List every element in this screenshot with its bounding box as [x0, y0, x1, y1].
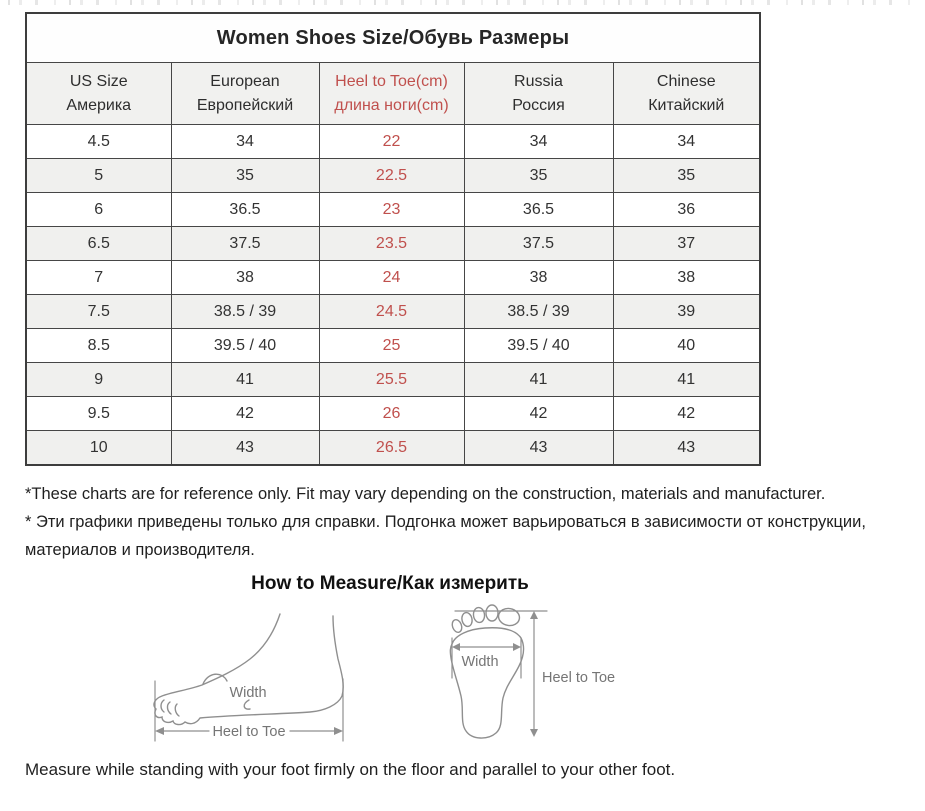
- table-row: [26, 431, 760, 466]
- table-cell: 4.5: [26, 125, 171, 159]
- table-title: Women Shoes Size/Обувь Размеры: [26, 13, 760, 63]
- table-cell: 41: [464, 363, 613, 397]
- table-cell: 10: [26, 431, 171, 466]
- table-cell: 25.5: [319, 363, 464, 397]
- table-cell: 36.5: [464, 193, 613, 227]
- table-cell: 9.5: [26, 397, 171, 431]
- table-cell: 42: [171, 397, 319, 431]
- table-cell: 35: [464, 159, 613, 193]
- table-cell: 39.5 / 40: [464, 329, 613, 363]
- table-cell: 6: [26, 193, 171, 227]
- table-cell: 38: [171, 261, 319, 295]
- table-cell: 36.5: [171, 193, 319, 227]
- cropped-text-remnant: [8, 0, 921, 5]
- arrowhead: [530, 611, 538, 619]
- table-cell: 35: [613, 159, 760, 193]
- sole-width-label: Width: [461, 654, 499, 670]
- table-cell: 36: [613, 193, 760, 227]
- table-cell: 6.5: [26, 227, 171, 261]
- note-english: *These charts are for reference only. Fit may vary depending on the construction, materials and manufacturer.: [25, 485, 826, 503]
- table-cell: 43: [464, 431, 613, 466]
- title-row: [26, 13, 760, 63]
- table-row: [26, 295, 760, 329]
- table-row: [26, 159, 760, 193]
- foot-side-view-diagram: [152, 604, 364, 746]
- side-width-label: Width: [229, 685, 267, 701]
- table-cell: 8.5: [26, 329, 171, 363]
- table-cell: 39.5 / 40: [171, 329, 319, 363]
- table-cell: 34: [613, 125, 760, 159]
- table-cell: 37: [613, 227, 760, 261]
- table-row: [26, 125, 760, 159]
- table-cell: 34: [464, 125, 613, 159]
- table-cell: 23.5: [319, 227, 464, 261]
- column-header: Chinese Китайский: [613, 63, 760, 125]
- table-cell: 42: [464, 397, 613, 431]
- table-cell: 43: [171, 431, 319, 466]
- arrowhead: [452, 643, 460, 651]
- table-cell: 38: [613, 261, 760, 295]
- foot-sole-view-diagram: [445, 602, 625, 744]
- width-leader: [244, 700, 250, 709]
- toe: [461, 612, 474, 628]
- table-cell: 43: [613, 431, 760, 466]
- table-cell: 9: [26, 363, 171, 397]
- toe-detail: [161, 700, 164, 712]
- note-russian: * Эти графики приведены только для справки. Подгонка может варьироваться в зависимости от конструкции, материалов и производителя.: [25, 513, 866, 559]
- sole-outline: [450, 628, 523, 738]
- table-cell: 26.5: [319, 431, 464, 466]
- table-cell: 24: [319, 261, 464, 295]
- big-toe: [497, 607, 521, 627]
- table-cell: 34: [171, 125, 319, 159]
- table-row: [26, 261, 760, 295]
- column-header: Russia Россия: [464, 63, 613, 125]
- table-cell: 25: [319, 329, 464, 363]
- table-cell: 22: [319, 125, 464, 159]
- table-cell: 7: [26, 261, 171, 295]
- header-row: [26, 63, 760, 125]
- table-cell: 35: [171, 159, 319, 193]
- table-cell: 24.5: [319, 295, 464, 329]
- table-cell: 40: [613, 329, 760, 363]
- arrowhead: [530, 729, 538, 737]
- table-row: [26, 329, 760, 363]
- table-cell: 42: [613, 397, 760, 431]
- column-header: Heel to Toe(cm) длина ноги(cm): [319, 63, 464, 125]
- measure-instruction: Measure while standing with your foot firmly on the floor and parallel to your other foot.: [25, 760, 676, 779]
- table-cell: 38.5 / 39: [464, 295, 613, 329]
- size-table-body: [26, 125, 760, 466]
- column-header: European Европейский: [171, 63, 319, 125]
- size-table: [25, 12, 761, 466]
- table-cell: 37.5: [171, 227, 319, 261]
- column-header: US Size Америка: [26, 63, 171, 125]
- table-cell: 38.5 / 39: [171, 295, 319, 329]
- toe-detail: [167, 702, 171, 714]
- arrowhead: [334, 727, 343, 735]
- table-cell: 37.5: [464, 227, 613, 261]
- table-cell: 5: [26, 159, 171, 193]
- table-row: [26, 363, 760, 397]
- table-cell: 23: [319, 193, 464, 227]
- table-cell: 22.5: [319, 159, 464, 193]
- table-row: [26, 227, 760, 261]
- table-row: [26, 193, 760, 227]
- table-cell: 7.5: [26, 295, 171, 329]
- toe: [473, 607, 486, 623]
- table-cell: 39: [613, 295, 760, 329]
- reference-notes: [25, 480, 910, 564]
- sole-length-label: Heel to Toe: [542, 670, 616, 686]
- table-cell: 26: [319, 397, 464, 431]
- foot-outline: [154, 614, 343, 725]
- measure-diagrams: [0, 602, 925, 752]
- table-cell: 41: [613, 363, 760, 397]
- table-row: [26, 397, 760, 431]
- arrowhead: [513, 643, 521, 651]
- table-cell: 41: [171, 363, 319, 397]
- table-cell: 38: [464, 261, 613, 295]
- toe: [486, 605, 498, 621]
- toe-detail: [175, 704, 179, 716]
- arrowhead: [155, 727, 164, 735]
- measure-heading: How to Measure/Как измерить: [251, 573, 529, 594]
- side-length-label: Heel to Toe: [212, 724, 286, 740]
